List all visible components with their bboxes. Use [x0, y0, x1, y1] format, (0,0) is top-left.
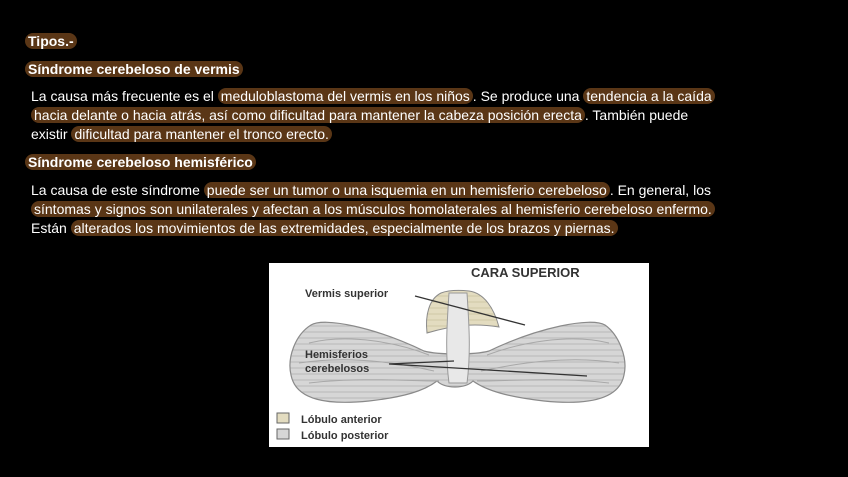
cerebellum-diagram [269, 263, 649, 447]
paragraph-line [31, 87, 831, 106]
label-hemisferios-line2: cerebelosos [305, 363, 370, 375]
text-segment: existir [31, 126, 72, 142]
legend-posterior-label: Lóbulo posterior [301, 430, 389, 442]
legend-anterior-label: Lóbulo anterior [301, 414, 382, 426]
label-hemisferios-line1: Hemisferios [305, 349, 368, 361]
text-segment: . También puede [584, 107, 689, 123]
heading-hemisferico-text: Síndrome cerebeloso hemisférico [25, 154, 256, 170]
text-segment: . En general, los [609, 182, 711, 198]
paragraph-vermis [31, 87, 831, 144]
legend-swatch-anterior [277, 413, 289, 423]
paragraph-line [31, 181, 831, 200]
heading-tipos [25, 31, 77, 51]
highlighted-segment: alterados los movimientos de las extremidades, especialmente de los brazos y piernas. [71, 220, 618, 236]
heading-tipos-text: Tipos.- [25, 33, 77, 49]
legend-swatch-posterior [277, 429, 289, 439]
highlighted-segment: puede ser un tumor o una isquemia en un hemisferio cerebeloso [204, 182, 610, 198]
heading-vermis [25, 59, 243, 79]
label-vermis-superior: Vermis superior [305, 288, 389, 300]
text-segment: . Se produce una [472, 88, 584, 104]
text-segment: La causa más frecuente es el [31, 88, 218, 104]
figure-title: CARA SUPERIOR [471, 265, 580, 280]
highlighted-segment: dificultad para mantener el tronco erecto. [71, 126, 331, 142]
highlighted-segment: síntomas y signos son unilaterales y afectan a los músculos homolaterales al hemisferio cerebeloso enfermo. [31, 201, 715, 217]
paragraph-line [31, 219, 831, 238]
paragraph-line [31, 200, 831, 219]
cerebellum-figure [269, 263, 649, 447]
highlighted-segment: meduloblastoma del vermis en los niños [218, 88, 473, 104]
highlighted-segment: tendencia a la caída [583, 88, 714, 104]
vermis [447, 293, 470, 383]
paragraph-line [31, 106, 831, 125]
text-segment: Están [31, 220, 71, 236]
heading-vermis-text: Síndrome cerebeloso de vermis [25, 61, 243, 77]
text-segment: La causa de este síndrome [31, 182, 204, 198]
highlighted-segment: hacia delante o hacia atrás, así como dificultad para mantener la cabeza posición erecta [31, 107, 585, 123]
heading-hemisferico [25, 152, 256, 172]
paragraph-hemisferico [31, 181, 831, 238]
paragraph-line [31, 125, 831, 144]
